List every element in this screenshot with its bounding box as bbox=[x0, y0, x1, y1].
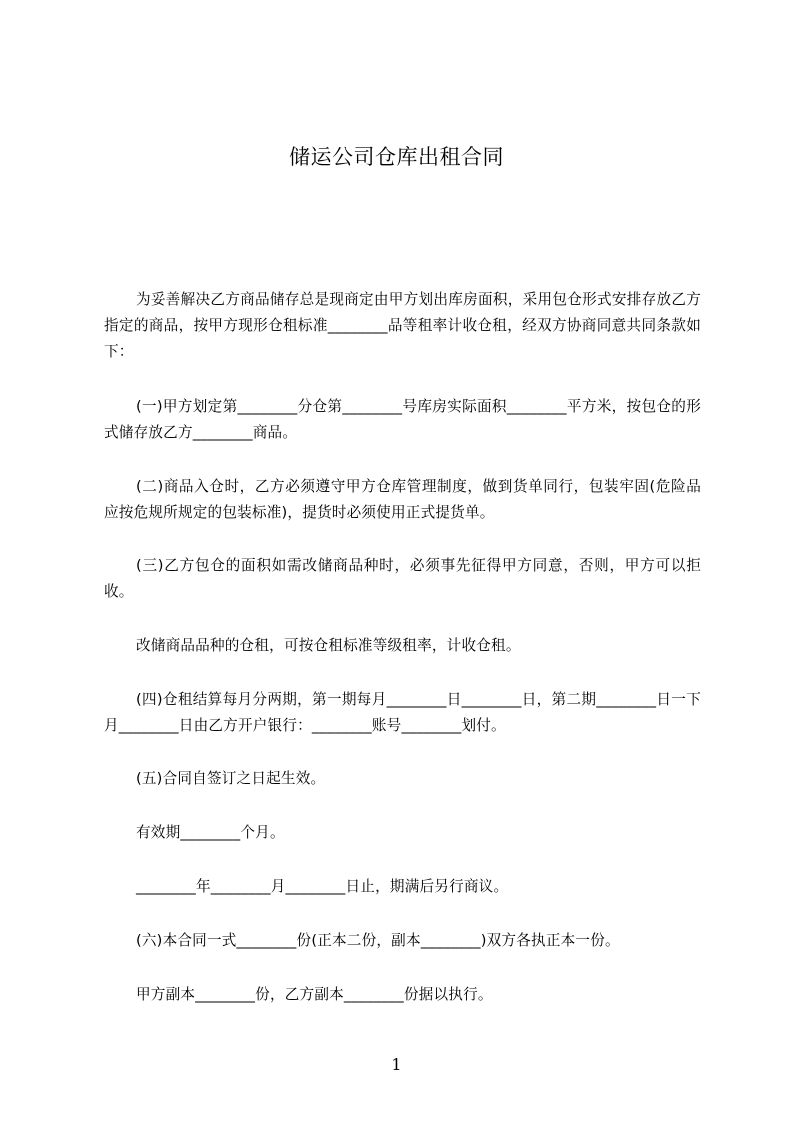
paragraph-clause-5: (五)合同自签订之日起生效。 bbox=[136, 770, 326, 787]
document-title: 储运公司仓库出租合同 bbox=[289, 145, 504, 169]
paragraph-clause-3: (三)乙方包仓的面积如需改储商品种时，必须事先征得甲方同意，否则，甲方可以拒收。 bbox=[104, 557, 701, 600]
paragraph-clause-1: (一)甲方划定第________分仓第________号库房实际面积________平方米，按包仓的形式储存放乙方________商品。 bbox=[104, 398, 701, 441]
page-number: 1 bbox=[391, 1055, 402, 1074]
paragraph-intro: 为妥善解决乙方商品储存总是现商定由甲方划出库房面积，采用包仓形式安排存放乙方指定的商品，按甲方现形仓租标准________品等租率计收仓租，经双方协商同意共同条款如下： bbox=[104, 291, 701, 360]
paragraph-clause-2: (二)商品入仓时，乙方必须遵守甲方仓库管理制度，做到货单同行，包装牢固(危险品应按危规所规定的包装标准)，提货时必须使用正式提货单。 bbox=[104, 478, 701, 521]
paragraph-copies: 甲方副本________份，乙方副本________份据以执行。 bbox=[136, 986, 493, 1003]
paragraph-validity: 有效期________个月。 bbox=[136, 824, 285, 841]
paragraph-clause-6: (六)本合同一式________份(正本二份，副本________)双方各执正本一份。 bbox=[136, 932, 620, 949]
paragraph-clause-3-note: 改储商品品种的仓租，可按仓租标准等级租率，计收仓租。 bbox=[136, 637, 521, 654]
paragraph-clause-4: (四)仓租结算每月分两期，第一期每月________日________日，第二期________日一下月________日由乙方开户银行：________账号________划付。 bbox=[104, 691, 701, 734]
paragraph-end-date: ________年________月________日止，期满后另行商议。 bbox=[136, 878, 509, 895]
